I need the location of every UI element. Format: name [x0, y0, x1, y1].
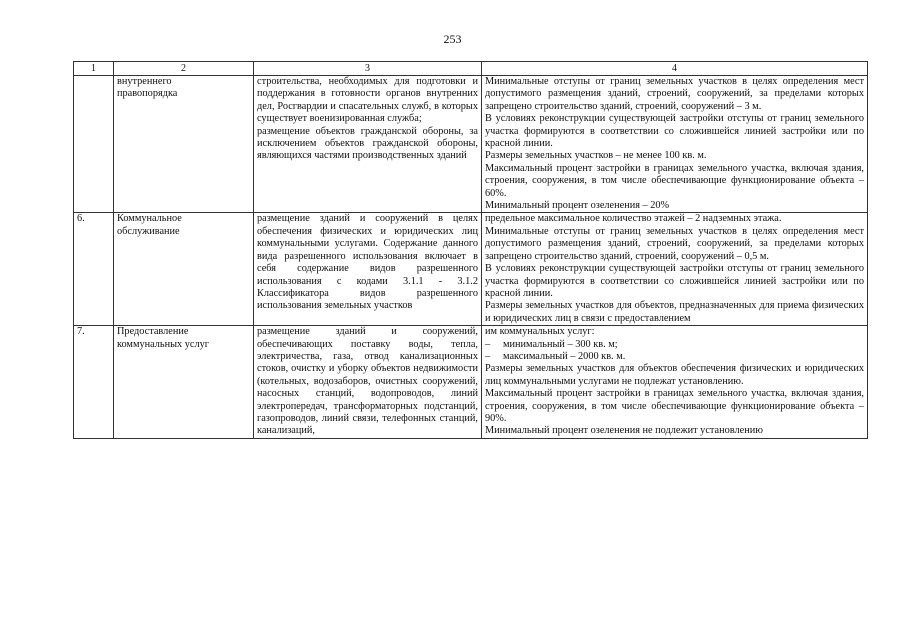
use-description	[254, 326, 482, 439]
description-paragraph: размещение объектов гражданской обороны, за исключением объектов гражданской обороны, являющихся частями производственных зданий	[257, 125, 478, 162]
parameter-paragraph: предельное максимальное количество этажей – 2 надземных этажа.	[485, 213, 782, 225]
row-number	[74, 76, 114, 213]
header-col-4: 4	[482, 62, 868, 76]
dash-item-text: максимальный – 2000 кв. м.	[503, 350, 626, 362]
use-name	[114, 326, 254, 439]
use-name	[114, 213, 254, 326]
parameter-paragraph: Минимальный процент озеленения не подлежит установлению	[485, 425, 763, 437]
dash-list-item	[485, 339, 864, 351]
parameter-paragraph: Размеры земельных участков – не менее 100 кв. м.	[485, 150, 707, 162]
parameter-paragraph: Размеры земельных участков для объектов, предназначенных для приема физических и юридических лиц в связи с предоставлением	[485, 300, 864, 324]
description-paragraph: размещение зданий и сооружений в целях обеспечения физических и юридических лиц коммунальными услугами. Содержание данного вида разрешенного использования включает в себя содержание видов разрешенного использования с кодами 3.1.1 - 3.1.2 Классификатора видов разрешенного использования земельных участков	[257, 213, 478, 312]
use-name-line: внутреннего	[117, 76, 172, 87]
use-name-line: Коммунальное	[117, 213, 182, 225]
use-parameters	[482, 326, 868, 439]
use-description	[254, 213, 482, 326]
use-parameters	[482, 213, 868, 326]
parameter-paragraph: Максимальный процент застройки в границах земельного участка, включая здания, строения, сооружения, в том числе обеспечивающие функционирование объекта – 60%.	[485, 162, 864, 199]
table-row	[74, 326, 868, 439]
parameter-paragraph: Минимальные отступы от границ земельных участков в целях определения мест допустимого размещения зданий, строений, сооружений, за пределами которых запрещено строительство зданий, строений, сооружений – 3 м.	[485, 76, 864, 112]
page-number: 253	[443, 32, 462, 46]
use-name-line: Предоставление	[117, 326, 189, 338]
parameter-paragraph: В условиях реконструкции существующей застройки отступы от границ земельного участка формируются в соответствии со сложившейся линией застройки или по красной линии.	[485, 113, 864, 150]
use-description	[254, 76, 482, 213]
use-name-line: обслуживание	[117, 225, 180, 237]
parameter-paragraph: Минимальный процент озеленения – 20%	[485, 200, 670, 212]
parameter-paragraph: В условиях реконструкции существующей застройки отступы от границ земельного участка формируются в соответствии со сложившейся линией застройки или по красной линии.	[485, 263, 864, 299]
use-name-line: правопорядка	[117, 88, 178, 100]
header-col-2: 2	[114, 62, 254, 76]
dash-marker: –	[485, 350, 491, 362]
header-col-3: 3	[254, 62, 482, 76]
row-number: 7.	[74, 326, 114, 439]
table-header-row	[74, 62, 868, 76]
parameter-paragraph: Размеры земельных участков для объектов обеспечения физических и юридических лиц коммунальными услугами не подлежат установлению.	[485, 363, 864, 387]
use-parameters	[482, 76, 868, 213]
use-name	[114, 76, 254, 213]
parameter-paragraph: им коммунальных услуг:	[485, 326, 595, 338]
row-number: 6.	[74, 213, 114, 326]
description-paragraph: размещение зданий и сооружений, обеспечивающих поставку воды, тепла, электричества, газа, отвод канализационных стоков, очистку и уборку объектов недвижимости (котельных, водозаборов, очистных сооружений, насосных станций, водопроводов, линий электропередач, трансформаторных подстанций, газопроводов, линий связи, телефонных станций, канализаций,	[257, 326, 478, 437]
dash-list-item	[485, 351, 864, 363]
parameter-paragraph: Минимальные отступы от границ земельных участков в целях определения мест допустимого размещения зданий, строений, сооружений, за пределами которых запрещено строительство зданий, строений, сооружений – 0,5 м.	[485, 225, 864, 262]
description-paragraph: строительства, необходимых для подготовки и поддержания в готовности органов внутренних дел, Росгвардии и спасательных служб, в которых существует военизированная служба;	[257, 76, 478, 125]
header-col-1: 1	[74, 62, 114, 76]
regulations-table	[73, 61, 868, 439]
use-name-line: коммунальных услуг	[117, 338, 209, 350]
table-row	[74, 76, 868, 213]
dash-item-text: минимальный – 300 кв. м;	[503, 338, 618, 350]
table-row	[74, 213, 868, 326]
parameter-paragraph: Максимальный процент застройки в границах земельного участка, включая здания, строения, сооружения, в том числе обеспечивающие функционирование объекта – 90%.	[485, 388, 864, 424]
dash-marker: –	[485, 338, 491, 350]
